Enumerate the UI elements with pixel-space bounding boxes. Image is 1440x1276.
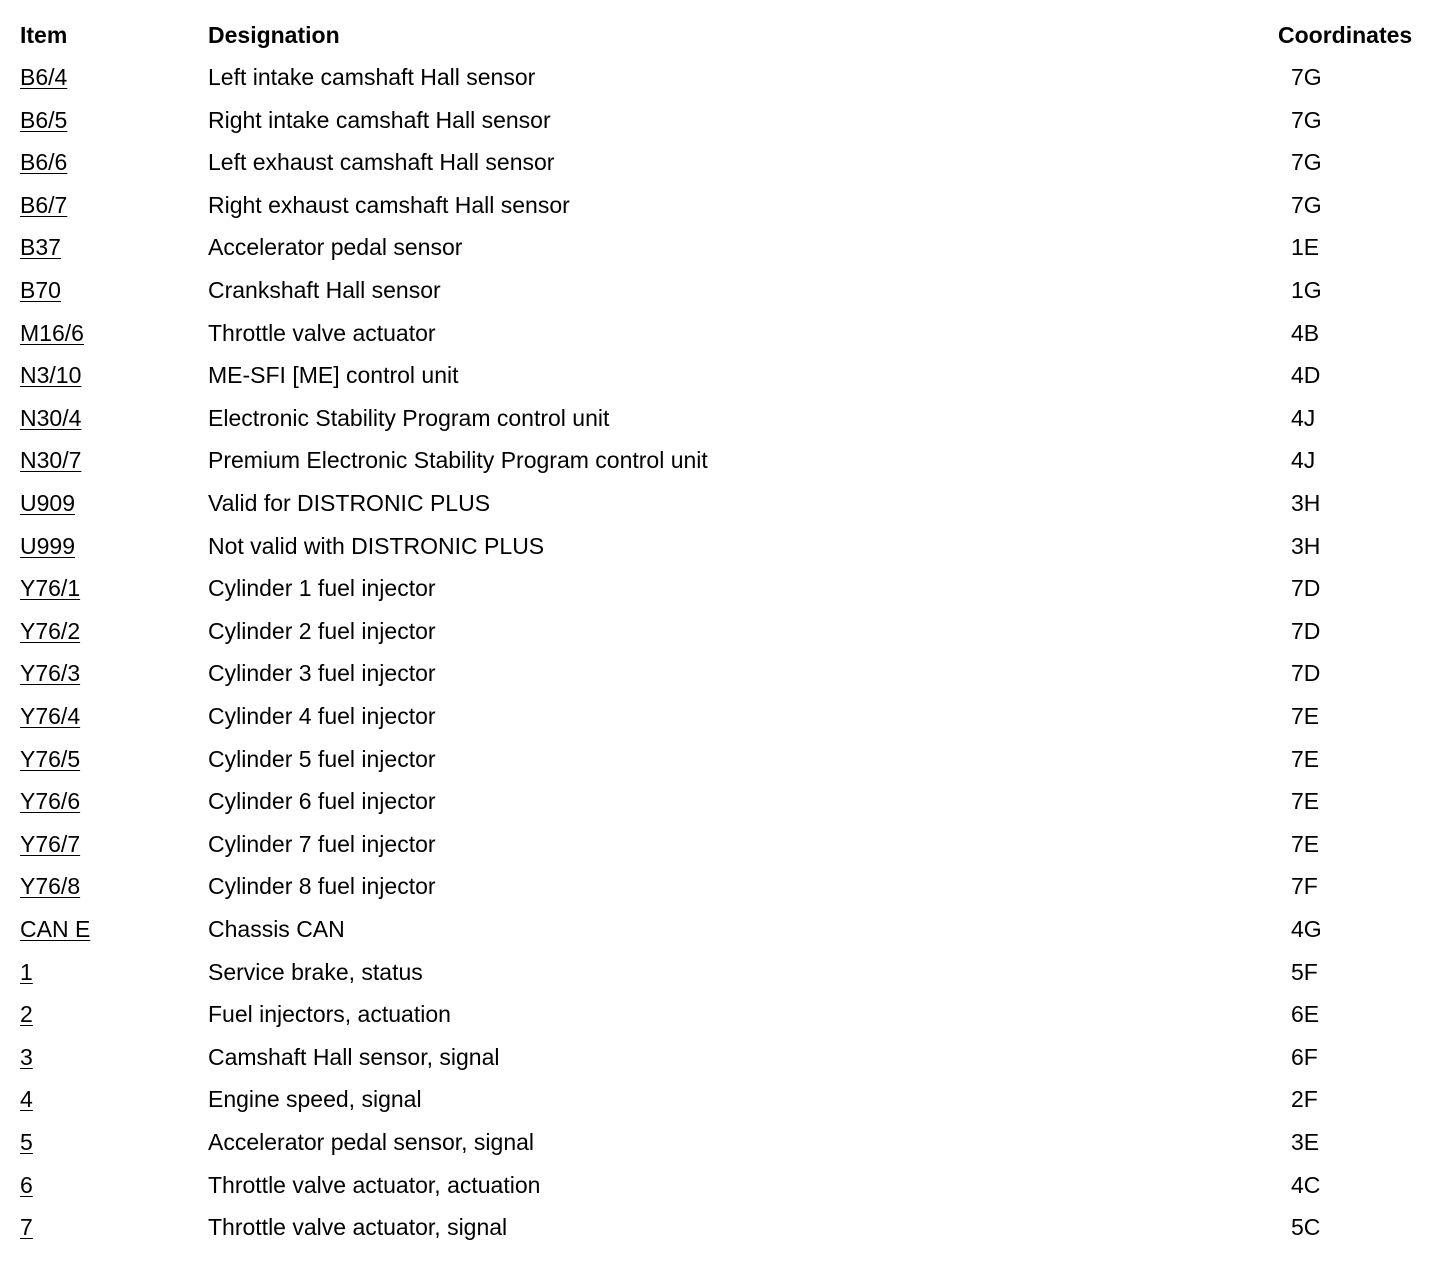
designation-text: Cylinder 6 fuel injector — [208, 788, 436, 815]
item-link[interactable]: B6/7 — [20, 191, 68, 218]
item-link[interactable]: Y76/2 — [20, 617, 81, 644]
coordinates-text: 4G — [1291, 916, 1322, 942]
coordinates-text: 1G — [1291, 277, 1322, 303]
table-row — [0, 652, 1440, 694]
header-coordinates: Coordinates — [1278, 22, 1413, 48]
designation-text: Cylinder 2 fuel injector — [208, 617, 436, 644]
designation-text: Cylinder 5 fuel injector — [208, 745, 436, 772]
item-link[interactable]: B70 — [20, 277, 61, 303]
designation-text: Chassis CAN — [208, 916, 345, 942]
header-designation: Designation — [208, 22, 340, 48]
coordinates-text: 7D — [1291, 617, 1321, 644]
coordinates-text: 7D — [1291, 575, 1321, 602]
item-link[interactable]: U909 — [20, 490, 75, 516]
table-row — [0, 397, 1440, 439]
designation-text: Throttle valve actuator, signal — [208, 1214, 508, 1241]
item-link[interactable]: N30/4 — [20, 404, 82, 431]
table-row — [0, 1164, 1440, 1206]
table-row — [0, 1121, 1440, 1163]
designation-text: Valid for DISTRONIC PLUS — [208, 490, 491, 516]
item-link[interactable]: Y76/7 — [20, 830, 81, 857]
table-row — [0, 99, 1440, 141]
table-row — [0, 610, 1440, 652]
coordinates-text: 7E — [1291, 745, 1320, 772]
designation-text: Cylinder 3 fuel injector — [208, 660, 436, 687]
table-row — [0, 695, 1440, 737]
designation-text: Not valid with DISTRONIC PLUS — [208, 532, 545, 559]
designation-text: Right exhaust camshaft Hall sensor — [208, 191, 570, 218]
item-link[interactable]: B6/5 — [20, 106, 68, 133]
item-link[interactable]: 6 — [20, 1171, 33, 1198]
coordinates-text: 3E — [1291, 1129, 1320, 1155]
designation-text: Accelerator pedal sensor — [208, 234, 463, 261]
table-row — [0, 738, 1440, 780]
coordinates-text: 7E — [1291, 830, 1320, 857]
designation-text: Service brake, status — [208, 958, 423, 985]
header-item: Item — [20, 22, 68, 48]
item-link[interactable]: 2 — [20, 1001, 33, 1028]
designation-text: Fuel injectors, actuation — [208, 1001, 451, 1028]
coordinates-text: 4C — [1291, 1171, 1321, 1198]
designation-text: Camshaft Hall sensor, signal — [208, 1043, 500, 1070]
item-link[interactable]: 1 — [20, 958, 33, 985]
table-row — [0, 823, 1440, 865]
designation-text: Left intake camshaft Hall sensor — [208, 64, 536, 90]
coordinates-text: 6F — [1291, 1043, 1318, 1070]
coordinates-text: 7E — [1291, 703, 1320, 729]
item-link[interactable]: Y76/3 — [20, 660, 81, 687]
designation-text: Crankshaft Hall sensor — [208, 277, 441, 303]
item-link[interactable]: Y76/8 — [20, 873, 81, 900]
item-link[interactable]: M16/6 — [20, 319, 84, 346]
coordinates-text: 7G — [1291, 64, 1322, 90]
table-row — [0, 482, 1440, 524]
item-link[interactable]: Y76/6 — [20, 788, 81, 815]
item-link[interactable]: Y76/5 — [20, 745, 81, 772]
table-row — [0, 1036, 1440, 1078]
coordinates-text: 7D — [1291, 660, 1321, 687]
table-row — [0, 56, 1440, 98]
item-link[interactable]: U999 — [20, 532, 75, 559]
designation-text: Throttle valve actuator, actuation — [208, 1171, 541, 1198]
coordinates-text: 6E — [1291, 1001, 1320, 1028]
item-link[interactable]: N30/7 — [20, 447, 82, 474]
designation-text: Cylinder 4 fuel injector — [208, 703, 436, 729]
coordinates-text: 7E — [1291, 788, 1320, 815]
table-row — [0, 1206, 1440, 1248]
item-link[interactable]: B6/4 — [20, 64, 68, 90]
item-link[interactable]: 3 — [20, 1043, 33, 1070]
item-link[interactable]: B6/6 — [20, 149, 68, 176]
coordinates-text: 1E — [1291, 234, 1320, 261]
table-row — [0, 908, 1440, 950]
item-link[interactable]: 4 — [20, 1086, 33, 1113]
item-link[interactable]: N3/10 — [20, 362, 82, 389]
coordinates-text: 4B — [1291, 319, 1320, 346]
table-row — [0, 567, 1440, 609]
coordinates-text: 5F — [1291, 958, 1318, 985]
table-row — [0, 354, 1440, 396]
table-row — [0, 951, 1440, 993]
table-row — [0, 865, 1440, 907]
coordinates-text: 4J — [1291, 447, 1316, 474]
designation-text: Electronic Stability Program control unit — [208, 404, 610, 431]
item-link[interactable]: Y76/1 — [20, 575, 81, 602]
coordinates-text: 7G — [1291, 106, 1322, 133]
designation-text: ME-SFI [ME] control unit — [208, 362, 459, 389]
item-link[interactable]: CAN E — [20, 916, 91, 942]
table-row — [0, 184, 1440, 226]
coordinates-text: 3H — [1291, 532, 1321, 559]
table-row — [0, 141, 1440, 183]
table-row — [0, 780, 1440, 822]
item-link[interactable]: 7 — [20, 1214, 33, 1241]
coordinates-text: 5C — [1291, 1214, 1321, 1241]
table-row — [0, 269, 1440, 311]
designation-text: Premium Electronic Stability Program control unit — [208, 447, 708, 474]
table-row — [0, 226, 1440, 268]
table-row — [0, 1078, 1440, 1120]
designation-text: Throttle valve actuator — [208, 319, 436, 346]
coordinates-text: 4D — [1291, 362, 1321, 389]
designation-text: Engine speed, signal — [208, 1086, 422, 1113]
coordinates-text: 4J — [1291, 404, 1316, 431]
designation-text: Cylinder 1 fuel injector — [208, 575, 436, 602]
designation-text: Cylinder 8 fuel injector — [208, 873, 436, 900]
designation-text: Right intake camshaft Hall sensor — [208, 106, 551, 133]
coordinates-text: 7G — [1291, 191, 1322, 218]
designation-text: Left exhaust camshaft Hall sensor — [208, 149, 555, 176]
item-link[interactable]: Y76/4 — [20, 703, 81, 729]
coordinates-text: 2F — [1291, 1086, 1318, 1113]
table-row — [0, 993, 1440, 1035]
table-row — [0, 525, 1440, 567]
coordinates-text: 3H — [1291, 490, 1321, 516]
coordinates-text: 7G — [1291, 149, 1322, 176]
designation-text: Accelerator pedal sensor, signal — [208, 1129, 535, 1155]
item-link[interactable]: B37 — [20, 234, 61, 261]
table-row — [0, 312, 1440, 354]
coordinates-text: 7F — [1291, 873, 1318, 900]
table-header — [0, 14, 1440, 56]
designation-text: Cylinder 7 fuel injector — [208, 830, 436, 857]
item-link[interactable]: 5 — [20, 1129, 33, 1155]
table-row — [0, 439, 1440, 481]
